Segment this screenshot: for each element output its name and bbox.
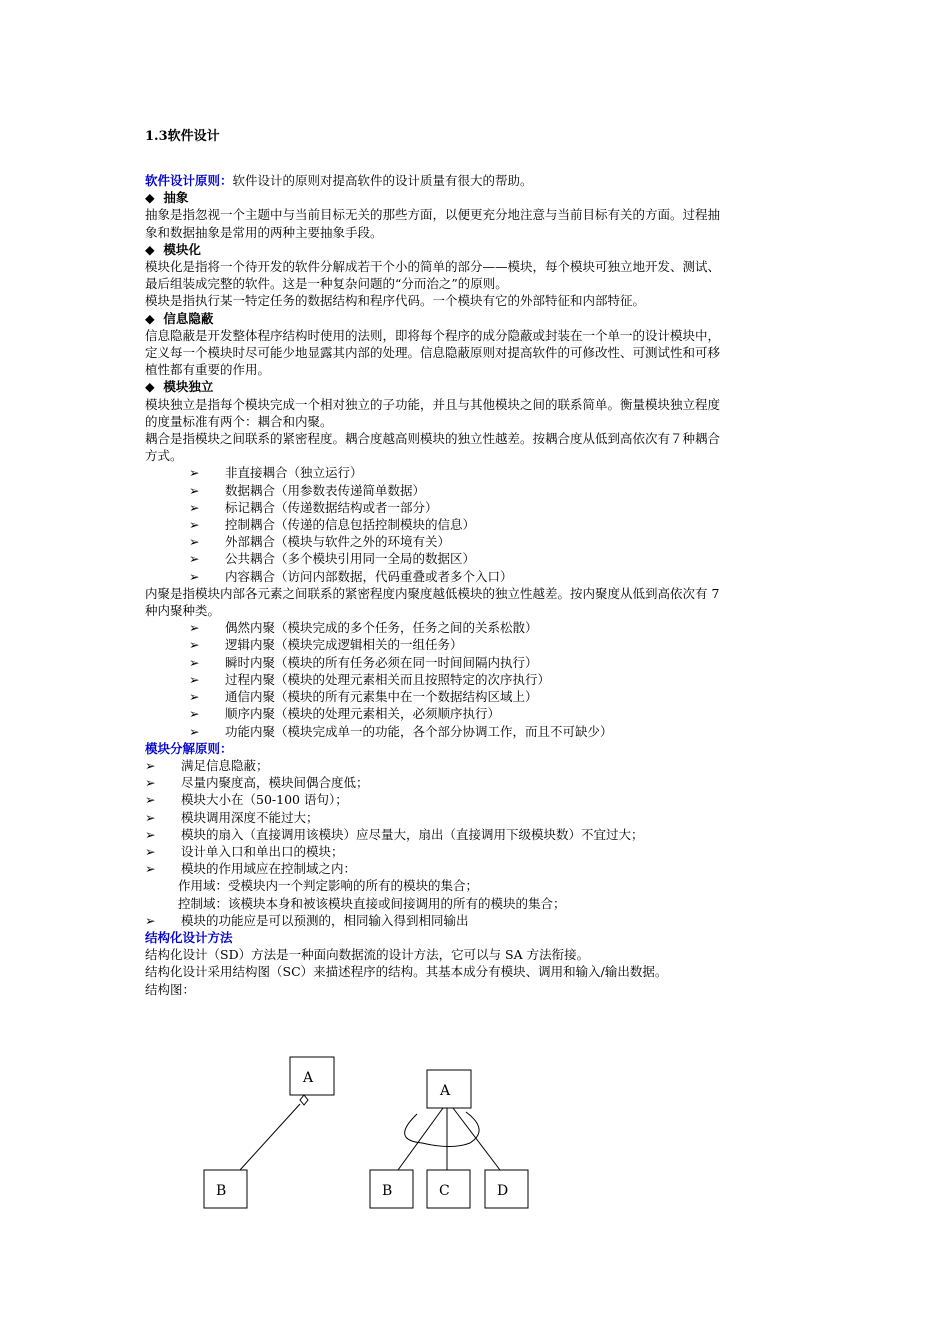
diamond-connector-icon: [300, 1095, 308, 1105]
abstraction-heading: ◆ 抽象: [145, 190, 189, 206]
list-item: ➢ 偶然内聚（模块完成的多个任务，任务之间的关系松散）: [189, 620, 538, 636]
cohesion-line-2: 种内聚种类。: [145, 603, 221, 619]
module-label-a-right: A: [440, 1083, 451, 1099]
hiding-heading: ◆ 信息隐蔽: [145, 310, 214, 326]
arrow-bullet-icon: ➢: [189, 517, 200, 533]
module-label-c-right: C: [439, 1183, 450, 1199]
list-item: ➢ 逻辑内聚（模块完成逻辑相关的一组任务）: [189, 637, 463, 653]
structured-line-1: 结构化设计（SD）方法是一种面向数据流的设计方法，它可以与 SA 方法衔接。: [145, 947, 590, 963]
list-item: ➢ 过程内聚（模块的处理元素相关而且按照特定的次序执行）: [189, 671, 551, 687]
call-line: [240, 1104, 300, 1170]
principles-heading: 软件设计原则：: [145, 173, 233, 188]
arrow-bullet-icon: ➢: [189, 534, 200, 550]
arrow-bullet-icon: ➢: [145, 861, 156, 877]
decomposition-heading: 模块分解原则：: [145, 740, 233, 756]
hiding-line-2: 定义每一个模块时尽可能少地显露其内部的处理。信息隐蔽原则对提高软件的可修改性、可测试性和可移: [145, 345, 721, 361]
loop-arc-icon: [405, 1112, 479, 1147]
modularity-line-3: 模块是指执行某一特定任务的数据结构和程序代码。一个模块有它的外部特征和内部特征。: [145, 293, 646, 309]
arrow-bullet-icon: ➢: [189, 482, 200, 498]
list-item: ➢ 通信内聚（模块的所有元素集中在一个数据结构区域上）: [189, 689, 538, 705]
arrow-bullet-icon: ➢: [145, 775, 156, 791]
cohesion-line-1: 内聚是指模块内部各元素之间联系的紧密程度内聚度越低模块的独立性越差。按内聚度从低到高依次有 7: [145, 585, 720, 601]
arrow-bullet-icon: ➢: [189, 620, 200, 636]
diamond-bullet-icon: ◆: [145, 241, 155, 257]
section-title: 1.3软件设计: [145, 129, 220, 144]
hiding-line-1: 信息隐蔽是开发整体程序结构时使用的法则，即将每个程序的成分隐蔽或封装在一个单一的设计模块中，: [145, 327, 721, 343]
independence-line-3: 耦合是指模块之间联系的紧密程度。耦合度越高则模块的独立性越差。按耦合度从低到高依次有７种耦合: [145, 431, 721, 447]
arrow-bullet-icon: ➢: [189, 654, 200, 670]
call-line: [398, 1108, 443, 1170]
arrow-bullet-icon: ➢: [189, 499, 200, 515]
independence-line-2: 的度量标准有两个：耦合和内聚。: [145, 413, 333, 429]
diamond-bullet-icon: ◆: [145, 190, 155, 206]
independence-heading: ◆ 模块独立: [145, 379, 214, 395]
list-item: ➢ 模块的扇入（直接调用该模块）应尽量大，扇出（直接调用下级模块数）不宜过大；: [145, 826, 644, 842]
list-item: ➢ 尽量内聚度高，模块间偶合度低；: [145, 775, 369, 791]
diamond-bullet-icon: ◆: [145, 379, 155, 395]
arrow-bullet-icon: ➢: [145, 826, 156, 842]
diamond-bullet-icon: ◆: [145, 310, 155, 326]
list-item: ➢ 模块的作用域应在控制域之内：: [145, 861, 357, 877]
list-item: ➢ 功能内聚（模块完成单一的功能，各个部分协调工作，而且不可缺少）: [189, 723, 613, 739]
list-item: ➢ 顺序内聚（模块的处理元素相关，必须顺序执行）: [189, 706, 501, 722]
modularity-line-1: 模块化是指将一个待开发的软件分解成若干个小的简单的部分——模块，每个模块可独立地开发、测试、: [145, 259, 721, 275]
abstraction-line-1: 抽象是指忽视一个主题中与当前目标无关的那些方面，以便更充分地注意与当前目标有关的方面。过程抽: [145, 207, 721, 223]
arrow-bullet-icon: ➢: [189, 671, 200, 687]
arrow-bullet-icon: ➢: [189, 706, 200, 722]
principles-intro: 软件设计原则：软件设计的原则对提高软件的设计质量有很大的帮助。: [145, 173, 533, 188]
modularity-line-2: 最后组装成完整的软件。这是一种复杂问题的“分而治之”的原则。: [145, 276, 508, 292]
independence-line-1: 模块独立是指每个模块完成一个相对独立的子功能，并且与其他模块之间的联系简单。衡量模块独立程度: [145, 396, 721, 412]
module-label-d-right: D: [497, 1183, 509, 1199]
module-label-b-left: B: [216, 1183, 227, 1199]
modularity-heading: ◆ 模块化: [145, 241, 201, 257]
call-line: [453, 1108, 500, 1170]
list-item: ➢ 公共耦合（多个模块引用同一全局的数据区）: [189, 551, 476, 567]
list-item: ➢ 数据耦合（用参数表传递简单数据）: [189, 482, 426, 498]
arrow-bullet-icon: ➢: [145, 792, 156, 808]
list-item: ➢ 非直接耦合（独立运行）: [189, 465, 363, 481]
scope-line: 作用域：受模块内一个判定影响的所有的模块的集合；: [178, 878, 479, 894]
list-item: ➢ 满足信息隐蔽；: [145, 757, 269, 773]
structured-heading: 结构化设计方法: [145, 929, 233, 945]
list-item: ➢ 标记耦合（传递数据结构或者一部分）: [189, 499, 438, 515]
arrow-bullet-icon: ➢: [189, 551, 200, 567]
list-item: ➢ 模块调用深度不能过大；: [145, 809, 319, 825]
arrow-bullet-icon: ➢: [189, 465, 200, 481]
list-item: ➢ 模块的功能应是可以预测的，相同输入得到相同输出: [145, 912, 469, 928]
abstraction-line-2: 象和数据抽象是常用的两种主要抽象手段。: [145, 224, 383, 240]
independence-line-4: 方式。: [145, 448, 183, 464]
list-item: ➢ 模块大小在（50-100 语句）；: [145, 792, 348, 808]
arrow-bullet-icon: ➢: [145, 809, 156, 825]
structured-line-3: 结构图：: [145, 981, 196, 997]
arrow-bullet-icon: ➢: [145, 912, 156, 928]
list-item: ➢ 内容耦合（访问内部数据，代码重叠或者多个入口）: [189, 568, 513, 584]
control-line: 控制域：该模块本身和被该模块直接或间接调用的所有的模块的集合；: [178, 895, 566, 911]
module-label-b-right: B: [382, 1183, 393, 1199]
structured-line-2: 结构化设计采用结构图（SC）来描述程序的结构。其基本成分有模块、调用和输入/输出数据。: [145, 964, 668, 980]
list-item: ➢ 控制耦合（传递的信息包括控制模块的信息）: [189, 517, 476, 533]
arrow-bullet-icon: ➢: [189, 568, 200, 584]
arrow-bullet-icon: ➢: [189, 723, 200, 739]
arrow-bullet-icon: ➢: [189, 637, 200, 653]
arrow-bullet-icon: ➢: [145, 843, 156, 859]
list-item: ➢ 瞬时内聚（模块的所有任务必须在同一时间间隔内执行）: [189, 654, 538, 670]
module-label-a-left: A: [303, 1070, 314, 1086]
list-item: ➢ 设计单入口和单出口的模块；: [145, 843, 344, 859]
hiding-line-3: 植性都有重要的作用。: [145, 362, 271, 378]
arrow-bullet-icon: ➢: [145, 757, 156, 773]
list-item: ➢ 外部耦合（模块与软件之外的环境有关）: [189, 534, 451, 550]
arrow-bullet-icon: ➢: [189, 689, 200, 705]
